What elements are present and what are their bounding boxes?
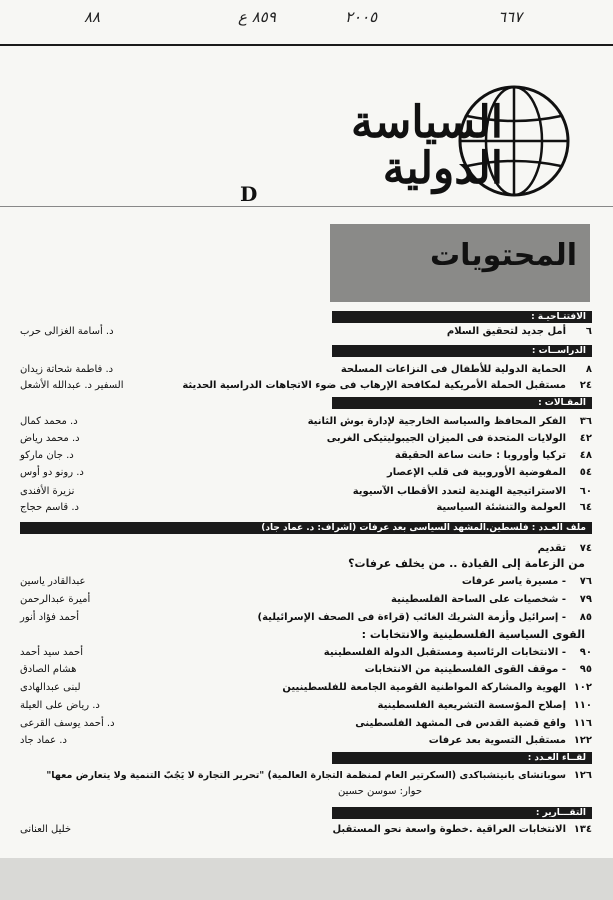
toc-row bbox=[20, 716, 592, 732]
page-number: ٩٥ bbox=[579, 664, 592, 675]
page-number: ٧٤ bbox=[579, 543, 592, 554]
author-name: نزيرة الأفندى bbox=[20, 486, 75, 497]
author-name: د. عماد جاد bbox=[20, 735, 67, 746]
toc-row bbox=[20, 698, 592, 714]
article-title: العولمة والتنشئة السياسية bbox=[436, 502, 566, 513]
toc-row bbox=[20, 574, 592, 590]
subheading: القوى السياسية الفلسطينية والانتخابات : bbox=[361, 628, 585, 641]
page-number: ٤٨ bbox=[579, 450, 592, 461]
toc-row bbox=[20, 680, 592, 696]
author-name: عبدالقادر ياسين bbox=[20, 576, 86, 587]
page-number: ١١٠ bbox=[573, 700, 592, 711]
article-title: - شخصيات على الساحة الفلسطينية bbox=[391, 594, 566, 605]
article-title: إصلاح المؤسسة التشريعية الفلسطينية bbox=[377, 700, 566, 711]
logo-line-2: الدولية bbox=[382, 143, 503, 194]
author-name: د. جان ماركو bbox=[20, 450, 74, 461]
handwritten-note: ٨٨ bbox=[84, 8, 101, 26]
page-number: ٤٢ bbox=[579, 433, 592, 444]
top-rule bbox=[0, 44, 613, 46]
toc-row bbox=[20, 484, 592, 500]
article-title: الاستراتيجية الهندية لتعدد الأقطاب الآسيوية bbox=[352, 486, 566, 497]
article-title: الحماية الدولية للأطفال فى النزاعات المسلحة bbox=[340, 364, 566, 375]
toc-row bbox=[20, 541, 592, 557]
author-name: د. محمد رياض bbox=[20, 433, 80, 444]
page-bottom-shade bbox=[0, 858, 613, 900]
handwritten-note: ٦٦٧ bbox=[498, 8, 523, 26]
page-number: ٧٩ bbox=[579, 594, 592, 605]
page-number: ٢٤ bbox=[579, 380, 592, 391]
author-name: أميرة عبدالرحمن bbox=[20, 594, 91, 605]
section-header-reports: التقـــارير : bbox=[332, 807, 592, 819]
toc-row bbox=[20, 362, 592, 378]
toc-row bbox=[20, 662, 592, 678]
page-title: المحتويات bbox=[429, 238, 577, 273]
section-header-dossier: ملف العـدد : فلسطين.المشهد السياسى بعد عرفات (اشراف: د. عماد جاد) bbox=[20, 522, 592, 534]
toc-row bbox=[20, 822, 592, 838]
page-number: ٦ bbox=[585, 326, 592, 337]
toc-row bbox=[20, 733, 592, 749]
toc-row bbox=[20, 378, 592, 394]
article-title: حوار: سوسن حسين bbox=[338, 786, 422, 797]
handwritten-note: ٢٠٠٥ bbox=[345, 8, 378, 26]
article-title: واقع قضية القدس فى المشهد الفلسطينى bbox=[355, 718, 566, 729]
logo-line-1: السياسة bbox=[350, 97, 503, 148]
toc-row bbox=[20, 500, 592, 516]
page-number: ٩٠ bbox=[579, 647, 592, 658]
author-name: د. قاسم حجاج bbox=[20, 502, 79, 513]
author-name: د. أسامة الغزالى حرب bbox=[20, 326, 114, 337]
author-name: خليل العنانى bbox=[20, 824, 72, 835]
page-number: ١٣٤ bbox=[573, 824, 592, 835]
page-number: ٦٤ bbox=[579, 502, 592, 513]
author-name: د. رونو دو أوس bbox=[20, 467, 84, 478]
article-title: تقديم bbox=[537, 543, 566, 554]
section-header-articles: المقـالات : bbox=[332, 397, 592, 409]
author-name: د. رياض على العيلة bbox=[20, 700, 100, 711]
page-number: ١٢٦ bbox=[573, 770, 592, 781]
article-title: مستقبل الحملة الأمريكية لمكافحة الإرهاب فى ضوء الاتجاهات الدراسية الحديثة bbox=[182, 380, 566, 391]
article-title: - الانتخابات الرئاسية ومستقبل الدولة الفلسطينية bbox=[323, 647, 566, 658]
article-title: - موقف القوى الفلسطينية من الانتخابات bbox=[364, 664, 566, 675]
author-name: أحمد سيد أحمد bbox=[20, 647, 83, 658]
article-title: تركيا وأوروبا : حانت ساعة الحقيقة bbox=[394, 450, 566, 461]
toc-row bbox=[20, 784, 592, 800]
section-header-interview: لقــاء العـدد : bbox=[332, 752, 592, 764]
author-name: د. أحمد يوسف القرعى bbox=[20, 718, 115, 729]
page-number: ٨ bbox=[585, 364, 592, 375]
toc-row bbox=[20, 645, 592, 661]
toc-row bbox=[20, 414, 592, 430]
page-number: ٥٤ bbox=[579, 467, 592, 478]
toc-row bbox=[20, 768, 592, 784]
toc-row bbox=[20, 448, 592, 464]
author-name: د. محمد كمال bbox=[20, 416, 78, 427]
article-title: - إسرائيل وأزمة الشريك الغائب (قراءة فى الصحف الإسرائيلية) bbox=[257, 612, 566, 623]
article-title: أمل جديد لتحقيق السلام bbox=[446, 326, 566, 337]
divider bbox=[0, 206, 613, 207]
author-name: هشام الصادق bbox=[20, 664, 77, 675]
section-header-editorial: الافتتـاحيـة : bbox=[332, 311, 592, 323]
toc-row bbox=[20, 324, 592, 340]
magazine-logo-text bbox=[323, 97, 503, 194]
toc-row bbox=[20, 610, 592, 626]
subheading: من الزعامة إلى القيادة .. من يخلف عرفات؟ bbox=[348, 557, 585, 570]
section-header-studies: الدراســات : bbox=[332, 345, 592, 357]
article-title: الهوية والمشاركة المواطنية القومية الجامعة للفلسطينيين bbox=[282, 682, 566, 693]
page-number: ١٢٢ bbox=[573, 735, 592, 746]
article-title: مستقبل التسوية بعد عرفات bbox=[428, 735, 566, 746]
author-name: لبنى عبدالهادى bbox=[20, 682, 81, 693]
page-number: ١١٦ bbox=[573, 718, 592, 729]
page-number: ٣٦ bbox=[579, 416, 592, 427]
article-title: - مسيرة ياسر عرفات bbox=[461, 576, 566, 587]
toc-row bbox=[20, 431, 592, 447]
page-number: ٦٠ bbox=[579, 486, 592, 497]
page-number: ٧٦ bbox=[579, 576, 592, 587]
author-name: أحمد فؤاد أنور bbox=[20, 612, 80, 623]
article-title: الانتخابات العراقية .خطوة واسعة نحو المستقبل bbox=[332, 824, 566, 835]
stamp-mark: D bbox=[240, 182, 258, 206]
page-number: ٨٥ bbox=[579, 612, 592, 623]
handwritten-note: ٨٥٩ ع bbox=[238, 8, 276, 26]
page-number: ١٠٢ bbox=[573, 682, 592, 693]
toc-row bbox=[20, 592, 592, 608]
author-name: د. فاطمة شحاتة زيدان bbox=[20, 364, 114, 375]
article-title: المفوضية الأوروبية فى قلب الإعصار bbox=[386, 467, 566, 478]
toc-row bbox=[20, 465, 592, 481]
author-name: السفير د. عبدالله الأشعل bbox=[20, 380, 124, 391]
article-title: الفكر المحافظ والسياسة الخارجية لإدارة بوش الثانية bbox=[307, 416, 566, 427]
article-title: الولايات المتحدة فى الميزان الجيبوليتيكى الغربى bbox=[326, 433, 566, 444]
article-title: سوباتشاى بانيتشباكدى (السكرتير العام لمنظمة التجارة العالمية) "تحرير التجارة لا يَجُبّ التنمية ولا يتعارض معها" bbox=[46, 770, 566, 781]
